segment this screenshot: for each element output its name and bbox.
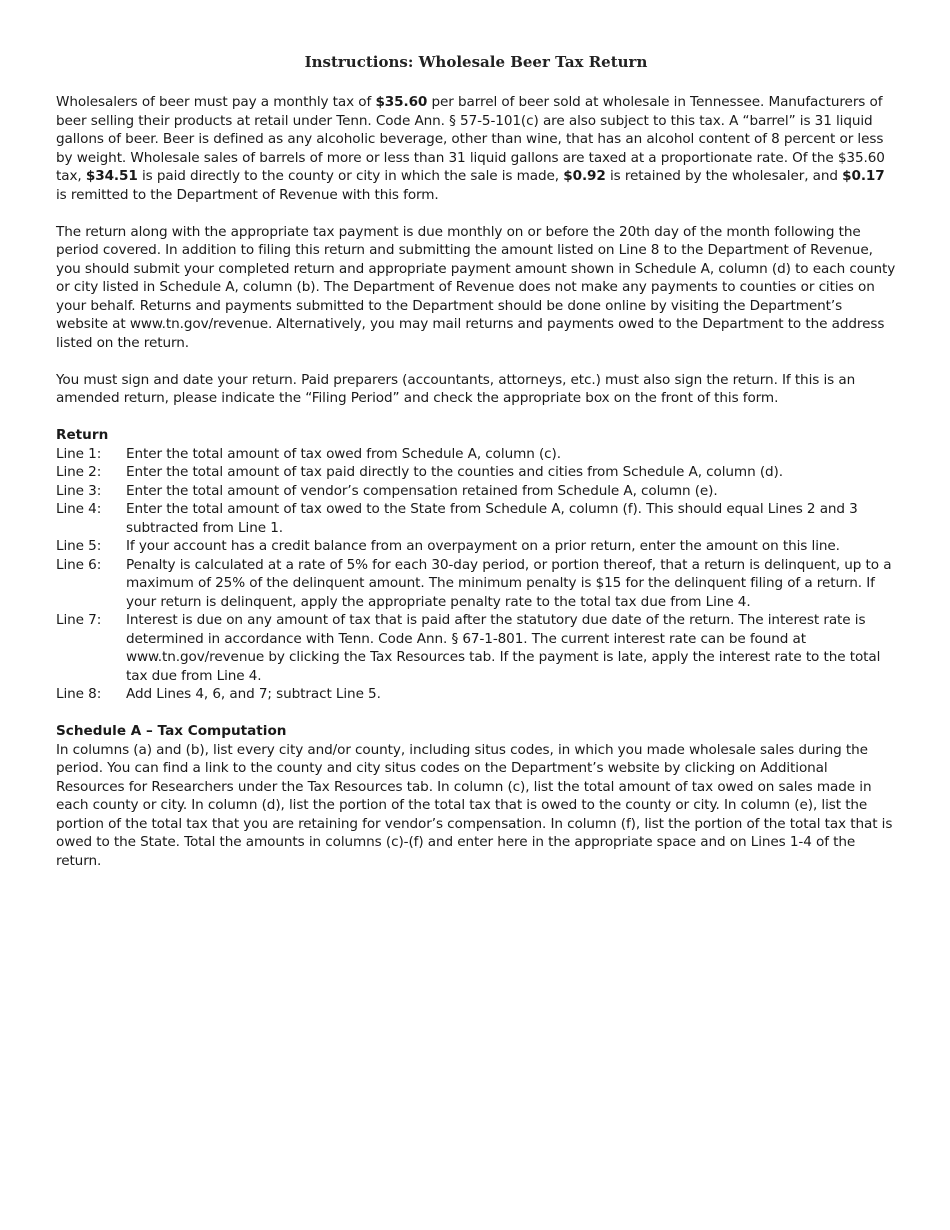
sign-paragraph: You must sign and date your return. Paid preparers (accountants, attorneys, etc.) must also sign the return. If this is an amended return, please indicate the “Filing Period” and check the appropriate box on the front of this form. <box>56 371 856 406</box>
line-label: Line 3: <box>56 482 102 499</box>
line-label: Line 8: <box>56 686 102 702</box>
intro-text-4: is retained by the wholesaler, and <box>605 168 843 184</box>
return-heading: Return <box>56 427 109 443</box>
line-text: Enter the total amount of vendor’s compensation retained from Schedule A, column (e). <box>126 482 718 499</box>
line-text: Enter the total amount of tax paid directly to the counties and cities from Schedule A, column (d). <box>126 464 783 480</box>
intro-paragraph <box>56 93 896 204</box>
line-label: Line 1: <box>56 445 102 462</box>
line-label: Line 5: <box>56 538 102 554</box>
return-line-1 <box>56 445 896 464</box>
intro-text-1: Wholesalers of beer must pay a monthly tax of <box>56 94 376 110</box>
intro-text-5: is remitted to the Department of Revenue with this form. <box>56 186 439 203</box>
line-text: Enter the total amount of tax owed from Schedule A, column (c). <box>126 445 561 462</box>
line-label: Line 7: <box>56 612 102 628</box>
schedule-a-paragraph: In columns (a) and (b), list every city and/or county, including situs codes, in which you made wholesale sales during the period. You can find a link to the county and city situs codes on the Department’s website by clicking on Additional Resources for Researchers under the Tax Resources tab. In column (c), list the total amount of tax owed on sales made in each county or city. In column (d), list the portion of the total tax that is owed to the county or city. In column (e), list the portion of the total tax that you are retaining for vendor’s compensation. In column (f), list the portion of the total tax that is owed to the State. Total the amounts in columns (c)-(f) and enter here in the appropriate space and on Lines 1-4 of the return. <box>56 741 893 869</box>
wholesaler-amount: $0.92 <box>563 168 606 184</box>
tax-rate-amount: $35.60 <box>375 94 428 110</box>
return-line-3 <box>56 482 896 501</box>
intro-text-3: is paid directly to the county or city in which the sale is made, <box>137 168 564 184</box>
county-city-amount: $34.51 <box>85 168 138 184</box>
return-line-5 <box>56 537 896 556</box>
return-line-8 <box>56 685 896 704</box>
return-section <box>56 426 896 704</box>
return-line-2 <box>56 463 896 482</box>
intro-text-2: per barrel of beer sold at wholesale in Tennessee. Manufacturers of beer selling their products at retail under Tenn. Code Ann. § 57-5-101(c) are also subject to this tax. A “barrel” is 31 liquid gallons of beer. Beer is defined as any alcoholic beverage, other than wine, that has an alcohol content of 8 percent or less by weight. Wholesale sales of barrels of more or less than 31 liquid gallons are taxed at a proportionate rate. Of the $35.60 tax, <box>56 94 885 184</box>
return-line-6 <box>56 556 896 612</box>
department-amount: $0.17 <box>842 168 885 184</box>
line-label: Line 6: <box>56 556 102 573</box>
line-label: Line 4: <box>56 501 102 517</box>
line-text: Penalty is calculated at a rate of 5% for each 30-day period, or portion thereof, that a return is delinquent, up to a maximum of 25% of the delinquent amount. The minimum penalty is $15 for the delinquent filing of a return. If your return is delinquent, apply the appropriate penalty rate to the total tax due from Line 4. <box>126 556 892 610</box>
line-text: Interest is due on any amount of tax that is paid after the statutory due date of the return. The interest rate is determined in accordance with Tenn. Code Ann. § 67-1-801. The current interest rate can be found at www.tn.gov/revenue by clicking the Tax Resources tab. If the payment is late, apply the interest rate to the total tax due from Line 4. <box>126 612 881 684</box>
payment-paragraph: The return along with the appropriate tax payment is due monthly on or before the 20th day of the month following the period covered. In addition to filing this return and submitting the amount listed on Line 8 to the Department of Revenue, you should submit your completed return and appropriate payment amount shown in Schedule A, column (d) to each county or city listed in Schedule A, column (b). The Department of Revenue does not make any payments to counties or cities on your behalf. Returns and payments submitted to the Department should be done online by visiting the Department’s website at www.tn.gov/revenue. Alternatively, you may mail returns and payments owed to the Department to the address listed on the return. <box>56 223 896 351</box>
schedule-a-heading: Schedule A – Tax Computation <box>56 723 287 739</box>
instructions-page <box>56 52 896 889</box>
return-line-4 <box>56 500 896 537</box>
line-text: Enter the total amount of tax owed to the State from Schedule A, column (f). This should equal Lines 2 and 3 subtracted from Line 1. <box>126 501 858 536</box>
line-text: If your account has a credit balance from an overpayment on a prior return, enter the amount on this line. <box>126 538 840 554</box>
schedule-a-section <box>56 722 896 870</box>
line-label: Line 2: <box>56 464 102 480</box>
page-title: Instructions: Wholesale Beer Tax Return <box>304 53 648 71</box>
line-text: Add Lines 4, 6, and 7; subtract Line 5. <box>126 686 381 702</box>
return-line-7 <box>56 611 896 685</box>
